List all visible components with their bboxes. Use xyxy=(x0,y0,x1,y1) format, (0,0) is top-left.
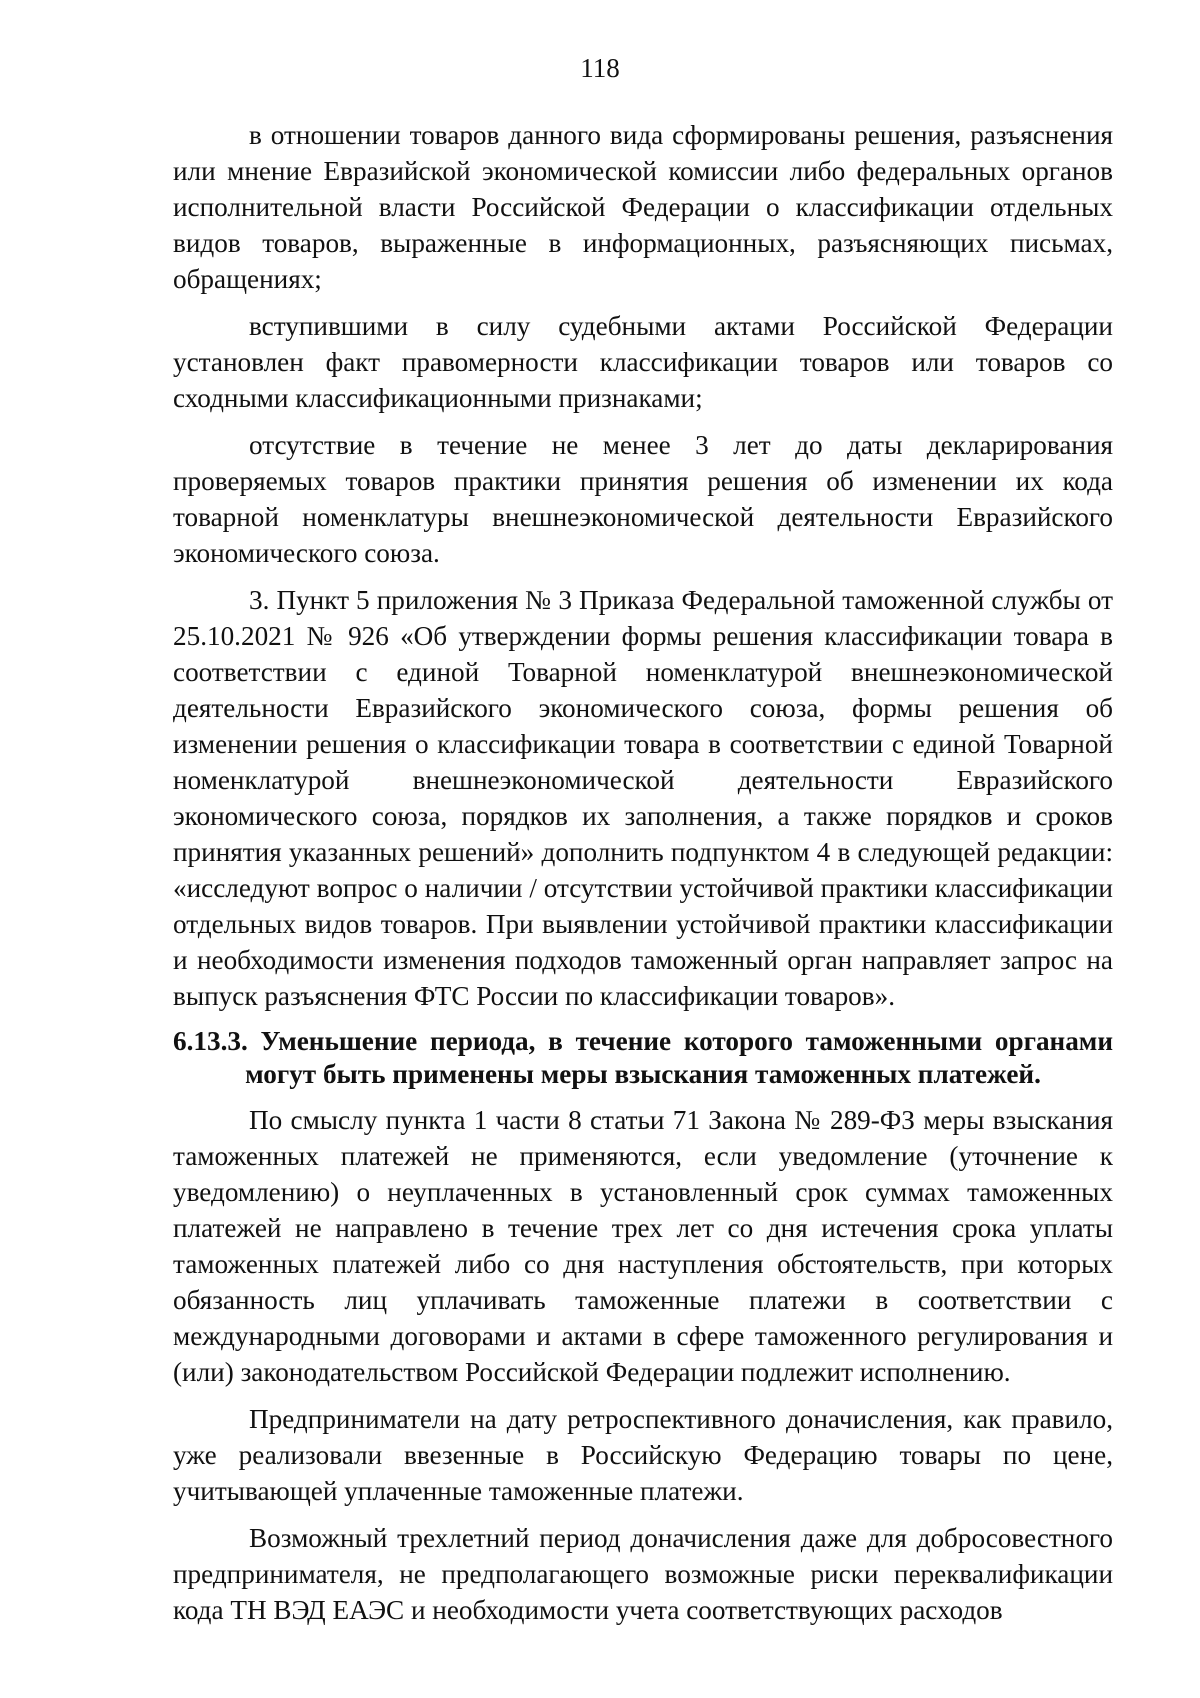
section-heading-line-1: 6.13.3. Уменьшение периода, в течение которого таможенными органами xyxy=(173,1026,1113,1056)
paragraph-3: отсутствие в течение не менее 3 лет до даты декларирования проверяемых товаров практики принятия решения об изменении их кода товарной номенклатуры внешнеэкономической деятельности Евразийского экономического союза. xyxy=(173,430,1113,568)
section-heading-line-2: могут быть применены меры взыскания таможенных платежей. xyxy=(245,1059,1041,1089)
page-body xyxy=(173,117,1113,1628)
page-number: 118 xyxy=(580,53,620,83)
paragraph-6: Предприниматели на дату ретроспективного доначисления, как правило, уже реализовали ввезенные в Российскую Федерацию товары по цене, учитывающей уплаченные таможенные платежи. xyxy=(173,1404,1113,1506)
paragraph-2: вступившими в силу судебными актами Российской Федерации установлен факт правомерности классификации товаров или товаров со сходными классификационными признаками; xyxy=(173,311,1113,413)
paragraph-7: Возможный трехлетний период доначисления даже для добросовестного предпринимателя, не предполагающего возможные риски переквалификации кода ТН ВЭД ЕАЭС и необходимости учета соответствующих расходов xyxy=(173,1523,1113,1625)
paragraph-1: в отношении товаров данного вида сформированы решения, разъяснения или мнение Евразийской экономической комиссии либо федеральных органов исполнительной власти Российской Федерации о классификации отдельных видов товаров, выраженные в информационных, разъясняющих письмах, обращениях; xyxy=(173,120,1113,294)
section-heading xyxy=(173,1025,1113,1091)
paragraph-5: По смыслу пункта 1 части 8 статьи 71 Закона № 289-ФЗ меры взыскания таможенных платежей не применяются, если уведомление (уточнение к уведомлению) о неуплаченных в установленный срок суммах таможенных платежей не направлено в течение трех лет со дня истечения срока уплаты таможенных платежей либо со дня наступления обстоятельств, при которых обязанность лиц уплачивать таможенные платежи в соответствии с международными договорами и актами в сфере таможенного регулирования и (или) законодательством Российской Федерации подлежит исполнению. xyxy=(173,1105,1113,1387)
paragraph-4: 3. Пункт 5 приложения № 3 Приказа Федеральной таможенной службы от 25.10.2021 № 926 «Об утверждении формы решения классификации товара в соответствии с единой Товарной номенклатурой внешнеэкономической деятельности Евразийского экономического союза, формы решения об изменении решения о классификации товара в соответствии с единой Товарной номенклатурой внешнеэкономической деятельности Евразийского экономического союза, порядков их заполнения, а также порядков и сроков принятия указанных решений» дополнить подпунктом 4 в следующей редакции: «исследуют вопрос о наличии / отсутствии устойчивой практики классификации отдельных видов товаров. При выявлении устойчивой практики классификации и необходимости изменения подходов таможенный орган направляет запрос на выпуск разъяснения ФТС России по классификации товаров». xyxy=(173,585,1113,1011)
